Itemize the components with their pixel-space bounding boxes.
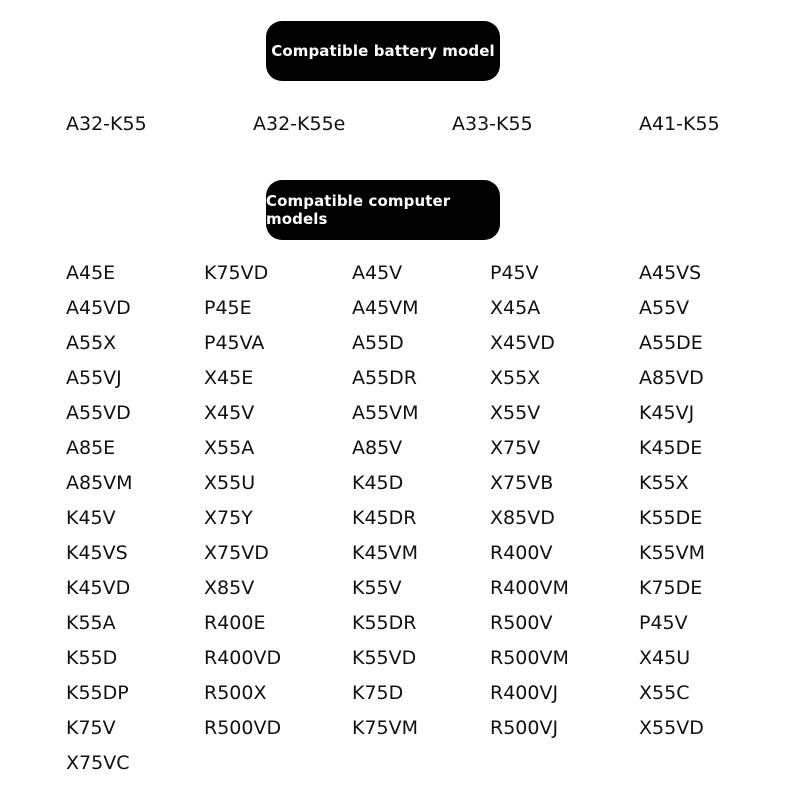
computer-model-item: R500X [204,682,267,704]
computer-model-item: X85VD [490,507,555,529]
computer-model-item: K55VM [639,542,706,564]
computer-model-item: A45VM [352,297,419,319]
computer-model-item: A45VD [66,297,131,319]
computer-model-item: A85VM [66,472,133,494]
computer-model-item: A55V [639,297,690,319]
battery-models-heading: Compatible battery model [266,21,500,81]
computer-model-item: X45E [204,367,254,389]
computer-model-item: A85VD [639,367,704,389]
computer-model-item: X75VB [490,472,554,494]
computer-model-item: R500VM [490,647,569,669]
computer-model-item: X45V [204,402,255,424]
computer-model-item: A55DE [639,332,703,354]
computer-model-item: R500VD [204,717,282,739]
computer-model-item: R400VD [204,647,282,669]
computer-model-item: X55V [490,402,541,424]
computer-model-item: X75V [490,437,541,459]
computer-model-item: A85E [66,437,116,459]
computer-model-item: K45D [352,472,404,494]
computer-model-item: K75VD [204,262,269,284]
computer-model-item: A55VM [352,402,419,424]
computer-model-item: K45VJ [639,402,695,424]
computer-model-item: X45VD [490,332,555,354]
computer-model-item: X55VD [639,717,704,739]
computer-model-item: K55DP [66,682,129,704]
computer-model-item: X75Y [204,507,253,529]
computer-model-item: A45E [66,262,116,284]
computer-model-item: P45V [490,262,539,284]
computer-model-item: K55A [66,612,116,634]
computer-model-item: K55D [66,647,118,669]
computer-model-item: X55X [490,367,541,389]
battery-model-item: A41-K55 [639,113,720,135]
computer-model-item: X55U [204,472,256,494]
computer-model-item: R500V [490,612,553,634]
computer-model-item: K45DE [639,437,703,459]
battery-model-item: A32-K55 [66,113,147,135]
computer-model-item: R400V [490,542,553,564]
computer-model-item: R400E [204,612,266,634]
computer-model-item: X45A [490,297,541,319]
computer-model-item: R500VJ [490,717,559,739]
computer-model-item: K45DR [352,507,417,529]
computer-model-item: P45V [639,612,688,634]
computer-model-item: A45VS [639,262,702,284]
battery-model-item: A33-K55 [452,113,533,135]
computer-model-item: K75D [352,682,404,704]
computer-model-item: A85V [352,437,403,459]
computer-model-item: R400VM [490,577,569,599]
computer-model-item: X55C [639,682,690,704]
computer-model-item: A45V [352,262,403,284]
computer-model-item: X85V [204,577,255,599]
computer-model-item: K45V [66,507,116,529]
computer-model-item: P45E [204,297,252,319]
computer-model-item: K45VS [66,542,128,564]
computer-model-item: K55V [352,577,402,599]
computer-model-item: A55D [352,332,404,354]
computer-model-item: K45VM [352,542,419,564]
battery-model-item: A32-K55e [253,113,346,135]
computer-model-item: X75VC [66,752,130,774]
computer-model-item: A55VD [66,402,131,424]
computer-model-item: X45U [639,647,691,669]
computer-model-item: K55DR [352,612,417,634]
computer-model-item: K55DE [639,507,703,529]
computer-model-item: K75V [66,717,116,739]
computer-model-item: P45VA [204,332,265,354]
computer-model-item: A55X [66,332,117,354]
computer-model-item: X55A [204,437,255,459]
computer-model-item: K55X [639,472,689,494]
computer-model-item: K45VD [66,577,131,599]
computer-model-item: X75VD [204,542,269,564]
computer-model-item: K75VM [352,717,419,739]
computer-model-item: K55VD [352,647,417,669]
computer-model-item: A55DR [352,367,418,389]
computer-model-item: R400VJ [490,682,559,704]
computer-model-item: A55VJ [66,367,122,389]
computer-models-heading: Compatible computer models [266,180,500,240]
computer-model-item: K75DE [639,577,703,599]
